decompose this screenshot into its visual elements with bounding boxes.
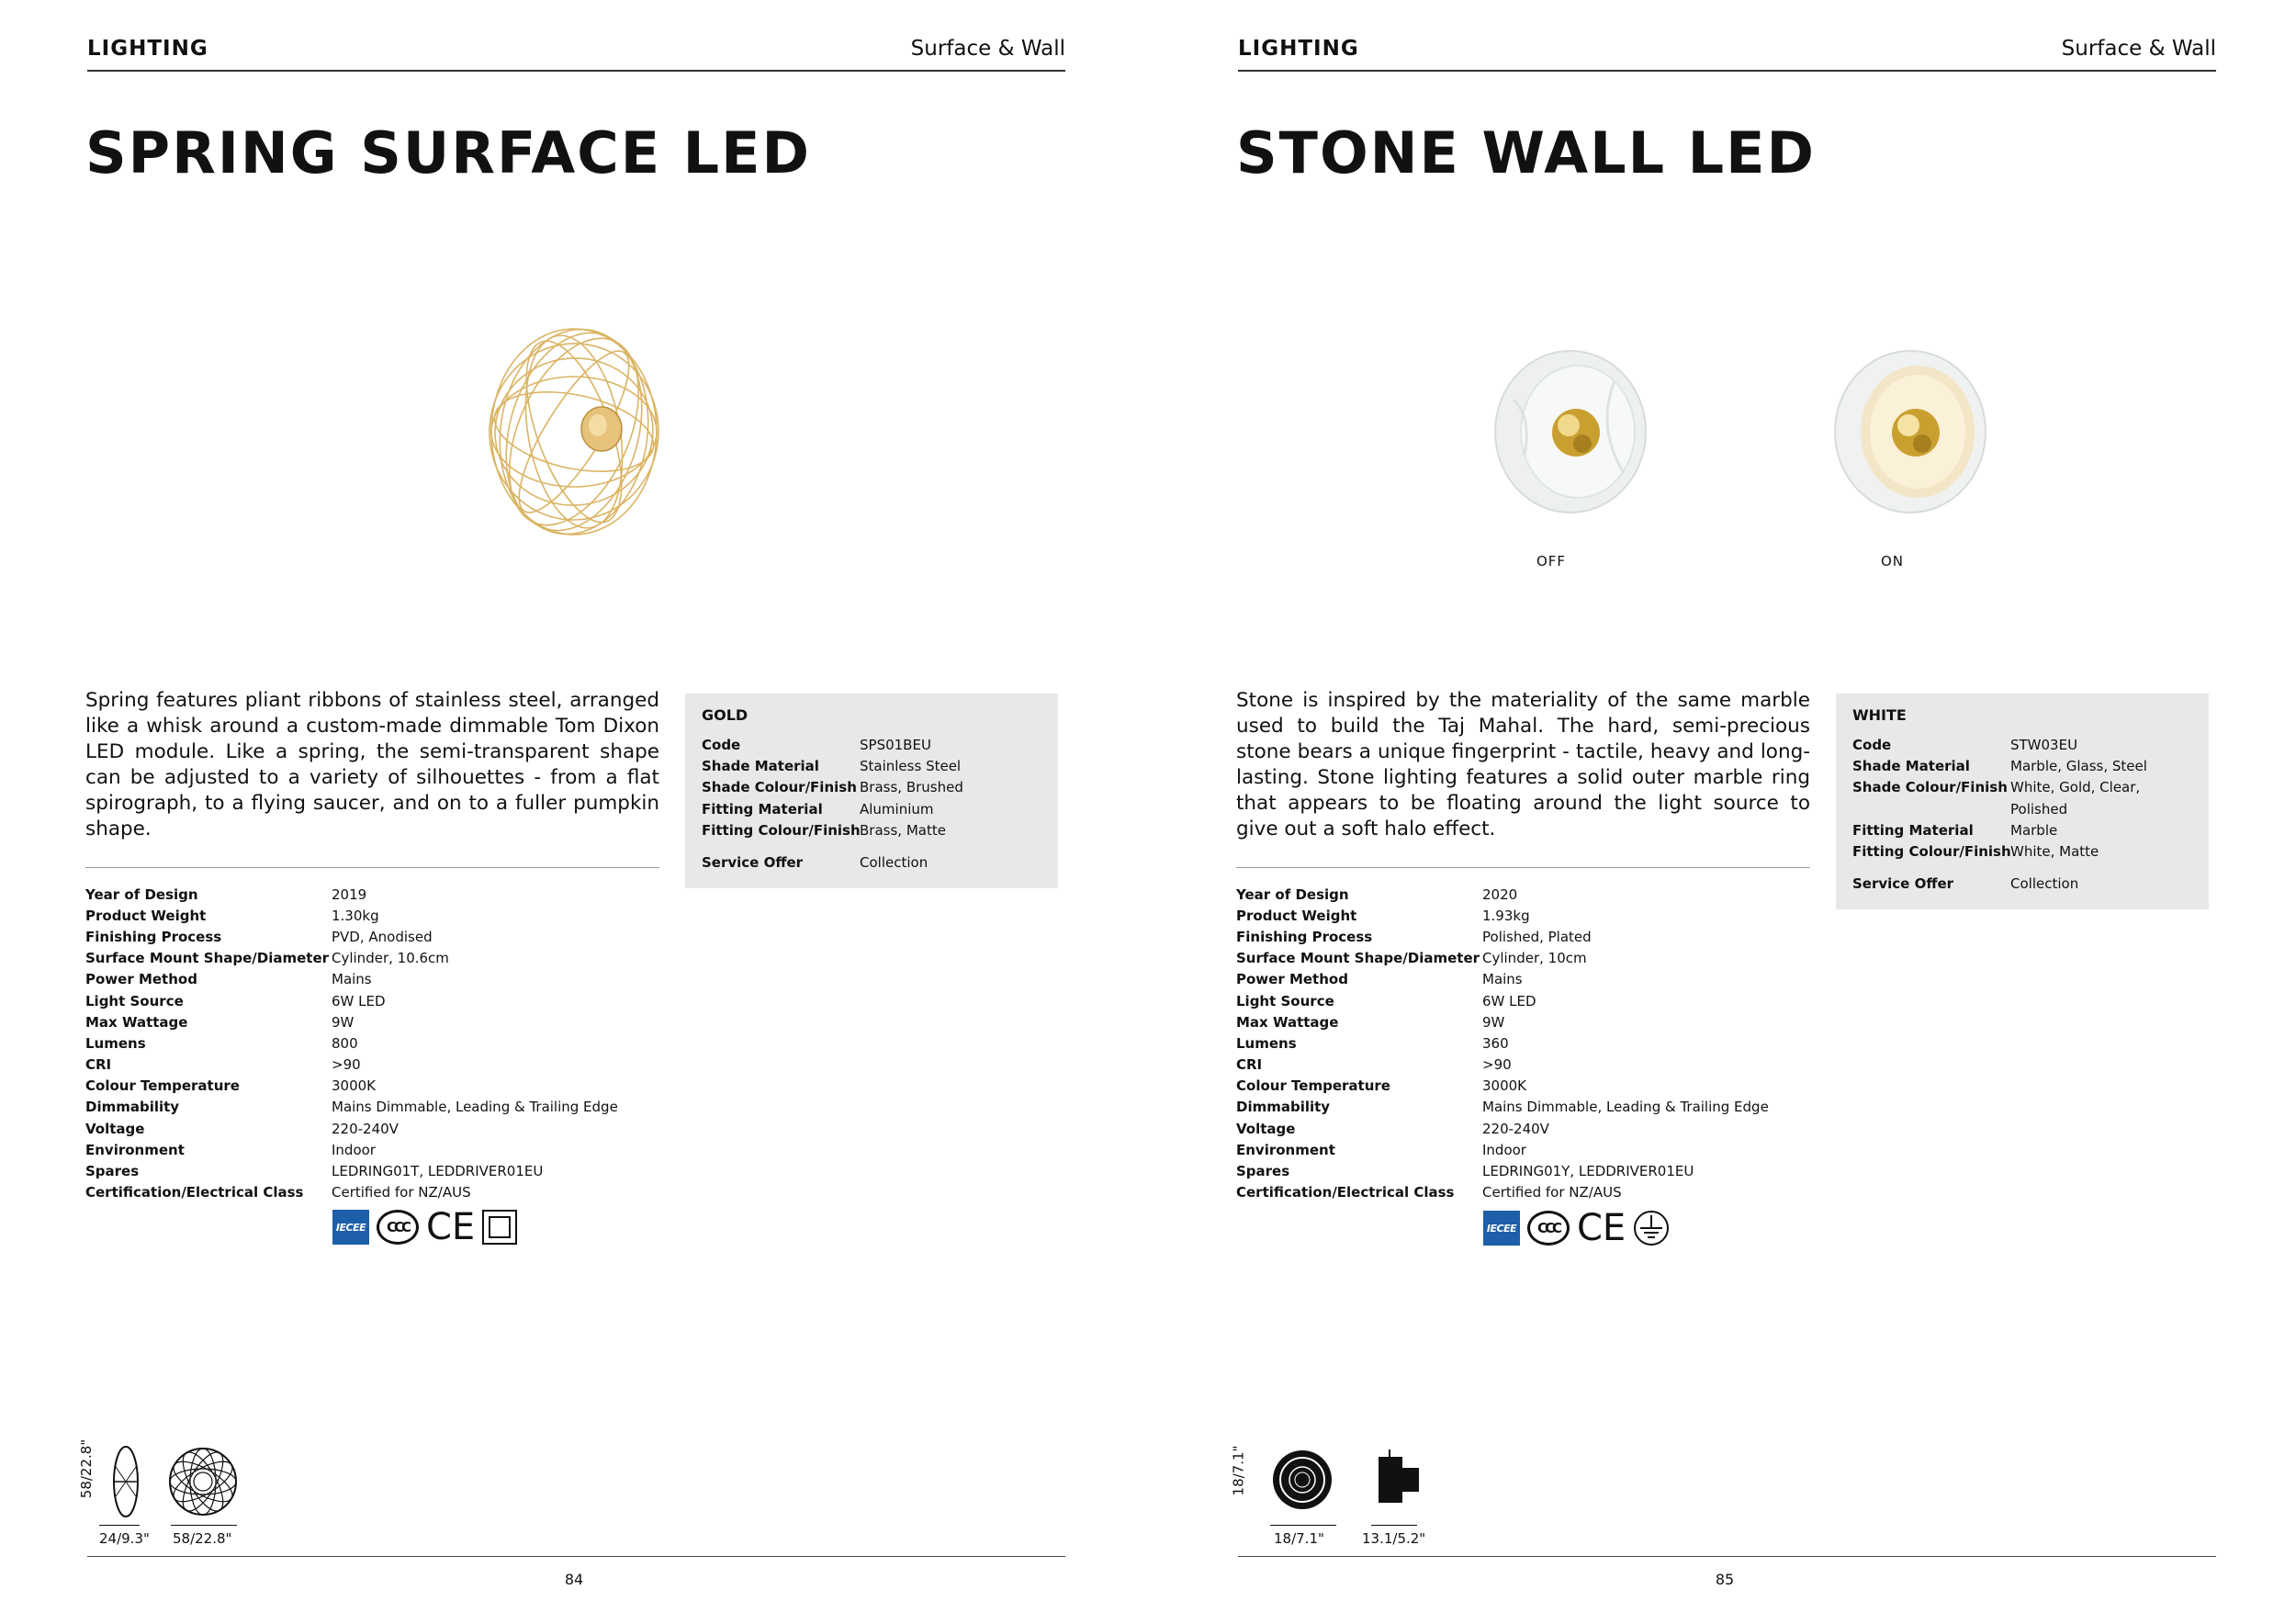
variant-label: Service Offer [1852,875,1954,893]
spec-row [1236,926,1769,947]
spec-row [1236,1139,1769,1160]
spec-table [85,884,618,1203]
ccc-mark: CCC [377,1210,419,1245]
spec-label: Product Weight [1236,907,1357,924]
spec-value: 3000K [1482,1077,1527,1095]
image-label-on: ON [1881,553,1905,570]
variant-value: White, Gold, Clear, Polished [2010,779,2141,818]
spec-value: Certified for NZ/AUS [1482,1184,1622,1201]
spec-value: Cylinder, 10.6cm [332,950,449,967]
ccc-mark: CCC [1527,1211,1570,1246]
certification-marks [332,1206,517,1248]
variant-value: STW03EU [2010,737,2078,753]
variant-label: Code [1852,737,1892,753]
spec-label: Dimmability [85,1099,180,1116]
spec-label: Finishing Process [1236,928,1373,945]
spec-row [1236,990,1769,1011]
dimension-rule [1270,1525,1336,1526]
description-rule [1236,867,1810,868]
service-offer-row [1852,874,2192,895]
spec-value: 9W [1482,1013,1505,1031]
spec-label: Colour Temperature [1236,1077,1390,1095]
variant-value: Aluminium [860,800,934,818]
header-section: Surface & Wall [2061,37,2216,61]
spec-value: 2019 [332,885,367,903]
spec-value: 2020 [1482,885,1518,903]
dimension-diameter: 58/22.8" [173,1530,232,1547]
spec-row [85,884,618,905]
spec-row [1236,1118,1769,1139]
variant-value: White, Matte [2010,843,2099,861]
dimension-depth: 13.1/5.2" [1362,1530,1426,1547]
spec-row [1236,1160,1769,1181]
variant-row [702,756,1041,777]
spec-row [1236,969,1769,990]
spec-row [85,1097,618,1118]
spec-row [1236,948,1769,969]
spec-value: Mains [1482,971,1523,988]
spec-label: Finishing Process [85,928,222,945]
header-category: LIGHTING [1238,37,1359,61]
spec-row [1236,1054,1769,1076]
footer-rule [1238,1556,2216,1557]
spec-row [85,948,618,969]
spec-label: Surface Mount Shape/Diameter [85,950,330,967]
variant-name: GOLD [702,706,748,724]
spec-label: Year of Design [85,885,198,903]
variant-label: Shade Material [702,758,819,775]
variant-label: Service Offer [702,854,804,872]
spec-label: Voltage [85,1120,145,1137]
spec-value: PVD, Anodised [332,928,433,945]
spec-row [85,1139,618,1160]
spec-value: 360 [1482,1034,1509,1052]
variant-label: Code [702,737,741,753]
class-i-earth-icon [1633,1210,1670,1246]
spec-label: CRI [85,1056,112,1074]
spec-value: Mains [332,971,372,988]
spec-value: 3000K [332,1077,377,1095]
description-rule [85,867,659,868]
variant-label: Fitting Material [1852,821,1974,839]
variant-label: Fitting Colour/Finish [1852,843,2011,861]
spec-label: Light Source [85,992,184,1009]
spec-value: LEDRING01T, LEDDRIVER01EU [332,1163,544,1180]
spec-label: Year of Design [1236,885,1349,903]
product-description: Spring features pliant ribbons of stainless steel, arranged like a whisk around a custom-made dimmable Tom Dixon LED module. Like a spring, the semi-transparent shape can be adjusted to a variety of silhouettes - from a flat spirograph, to a flying saucer, and on to a fuller pumpkin shape. [85,689,659,840]
variant-value: Marble, Glass, Steel [2010,758,2147,775]
ce-mark: CE [426,1206,476,1248]
spec-label: Spares [1236,1163,1290,1180]
dimension-depth: 24/9.3" [99,1530,150,1547]
spec-row [1236,1076,1769,1097]
side-view-drawing [1371,1448,1426,1512]
variant-value: Collection [2010,875,2079,893]
spec-label: CRI [1236,1056,1263,1074]
variant-row [1852,820,2192,841]
spec-label: Environment [85,1141,185,1158]
spec-row [85,1076,618,1097]
spec-table [1236,884,1769,1203]
spec-value: 6W LED [332,992,386,1009]
spec-row [85,1011,618,1032]
spec-row [85,990,618,1011]
iecee-logo: IECEE [332,1210,369,1245]
variant-value: SPS01BEU [860,737,931,753]
ce-mark: CE [1577,1207,1626,1249]
variant-value: Brass, Brushed [860,779,963,796]
catalog-page-right [1151,0,2296,1624]
dimension-drawings [1230,1433,1509,1547]
spec-value: LEDRING01Y, LEDDRIVER01EU [1482,1163,1694,1180]
front-view-drawing [1270,1448,1334,1512]
variant-row [1852,777,2192,819]
spec-row [85,1054,618,1076]
variant-label: Shade Colour/Finish [702,779,857,796]
side-view-drawing [112,1444,140,1519]
certification-marks [1483,1207,1670,1249]
variant-label: Shade Colour/Finish [1852,779,2008,796]
footer-rule [87,1556,1065,1557]
dimension-rule [1371,1525,1417,1526]
spec-row [85,969,618,990]
variant-row [702,799,1041,820]
dimension-diameter: 18/7.1" [1274,1530,1324,1547]
spec-row [1236,905,1769,926]
dimension-height: 58/22.8" [78,1438,96,1499]
spec-label: Surface Mount Shape/Diameter [1236,950,1480,967]
spec-label: Lumens [85,1034,146,1052]
page-number: 85 [1715,1571,1735,1588]
spec-value: Indoor [1482,1141,1526,1158]
variant-value: Brass, Matte [860,821,946,839]
iecee-logo: IECEE [1483,1211,1520,1246]
spec-value: 9W [332,1013,355,1031]
spec-label: Spares [85,1163,140,1180]
variant-box [685,694,1058,888]
product-description: Stone is inspired by the materiality of the same marble used to build the Taj Mahal. The hard, semi-precious stone bears a unique fingerprint - tactile, heavy and long-lasting. Stone lighting features a solid outer marble ring that appears to be floating around the light source to give out a soft halo effect. [1236,689,1810,840]
dimension-rule [99,1525,140,1526]
spec-value: >90 [1482,1056,1512,1074]
spec-label: Light Source [1236,992,1334,1009]
spec-value: Certified for NZ/AUS [332,1184,471,1201]
dimension-rule [171,1525,237,1526]
service-offer-row [702,852,1041,874]
spec-value: Indoor [332,1141,376,1158]
spec-label: Certification/Electrical Class [1236,1184,1455,1201]
product-title: STONE WALL LED [1236,119,1816,186]
product-title: SPRING SURFACE LED [85,119,811,186]
spec-row [1236,1097,1769,1118]
spec-label: Lumens [1236,1034,1297,1052]
variant-box [1836,694,2209,909]
spec-label: Environment [1236,1141,1335,1158]
spec-value: Mains Dimmable, Leading & Trailing Edge [332,1099,618,1116]
spec-value: Mains Dimmable, Leading & Trailing Edge [1482,1099,1769,1116]
header-category: LIGHTING [87,37,208,61]
spec-row [85,1118,618,1139]
spec-label: Max Wattage [1236,1013,1339,1031]
spec-row [85,1182,618,1203]
header-rule [87,70,1065,72]
spec-value: Cylinder, 10cm [1482,950,1587,967]
spec-row [1236,1182,1769,1203]
variant-row [1852,841,2192,863]
variant-row [702,820,1041,841]
spec-label: Power Method [1236,971,1348,988]
spec-value: 800 [332,1034,358,1052]
spec-value: 6W LED [1482,992,1536,1009]
front-view-drawing [167,1446,239,1517]
spec-value: 1.93kg [1482,907,1530,924]
variant-value: Collection [860,854,929,872]
class-ii-double-insulation-icon [482,1210,517,1245]
spec-label: Dimmability [1236,1099,1331,1116]
spec-label: Max Wattage [85,1013,188,1031]
variant-value: Stainless Steel [860,758,962,775]
spec-row [1236,1011,1769,1032]
variant-row [1852,735,2192,756]
header-section: Surface & Wall [910,37,1065,61]
spec-row [1236,884,1769,905]
variant-name: WHITE [1852,706,1907,724]
spec-value: 1.30kg [332,907,379,924]
image-label-off: OFF [1536,553,1567,570]
spec-value: 220-240V [332,1120,399,1137]
variant-label: Fitting Material [702,800,823,818]
dimension-drawings [78,1433,358,1547]
stone-lamp-on-image [1817,344,2000,519]
spec-row [85,905,618,926]
variant-row [702,777,1041,798]
dimension-height: 18/7.1" [1230,1445,1247,1496]
stone-lamp-off-image [1477,344,1660,519]
spring-lamp-image [478,317,689,547]
spec-label: Certification/Electrical Class [85,1184,304,1201]
spec-label: Product Weight [85,907,207,924]
spec-row [85,926,618,947]
variant-label: Shade Material [1852,758,1970,775]
spec-value: Polished, Plated [1482,928,1592,945]
spec-value: 220-240V [1482,1120,1549,1137]
spec-row [85,1032,618,1054]
variant-row [702,735,1041,756]
spec-label: Colour Temperature [85,1077,240,1095]
spec-label: Voltage [1236,1120,1296,1137]
spec-value: >90 [332,1056,361,1074]
spec-row [1236,1032,1769,1054]
header-rule [1238,70,2216,72]
variant-value: Marble [2010,821,2058,839]
variant-label: Fitting Colour/Finish [702,821,861,839]
page-number: 84 [564,1571,584,1588]
spec-row [85,1160,618,1181]
variant-row [1852,756,2192,777]
spec-label: Power Method [85,971,197,988]
